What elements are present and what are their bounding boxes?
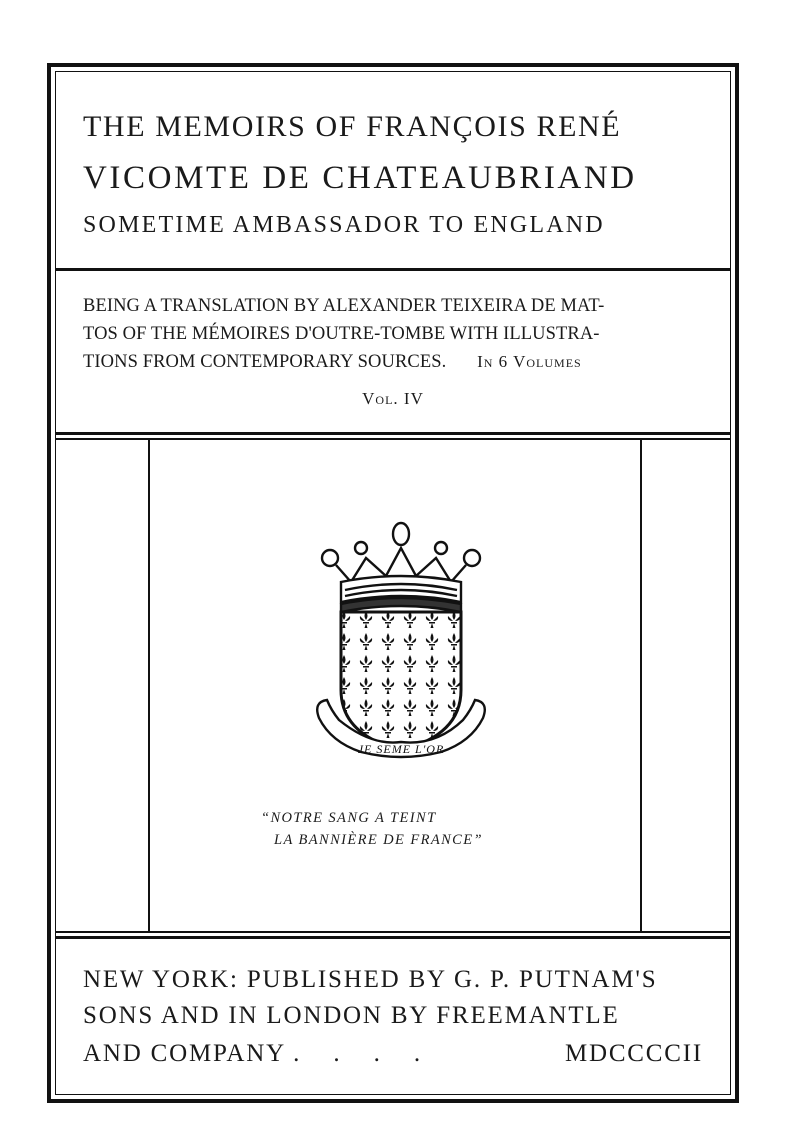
publisher-line-3-left: AND COMPANY . . . . [83, 1040, 422, 1067]
panel-left-rule [148, 440, 150, 932]
description-line-1: BEING A TRANSLATION BY ALEXANDER TEIXEIRA DE MAT- [83, 296, 605, 316]
description-text [83, 292, 723, 376]
divider-rule [56, 432, 730, 435]
ribbon-text: JE SEME L'OR [357, 742, 445, 756]
description-line-3 [83, 348, 723, 376]
volume-count: In 6 Volumes [477, 352, 582, 371]
title-line-2: VICOMTE DE CHATEAUBRIAND [83, 160, 637, 196]
description-line-3-main: TIONS FROM CONTEMPORARY SOURCES. [83, 352, 447, 372]
publisher-line-1: NEW YORK: PUBLISHED BY G. P. PUTNAM'S [83, 966, 658, 993]
description-block [56, 272, 730, 432]
title-block [56, 72, 730, 268]
divider-rule [56, 931, 730, 933]
divider-rule [56, 268, 730, 271]
coat-of-arms [311, 520, 491, 770]
publisher-line-2: SONS AND IN LONDON BY FREEMANTLE [83, 1002, 620, 1029]
motto-line-2: LA BANNIÈRE DE FRANCE” [274, 832, 483, 848]
shield-icon [341, 612, 461, 750]
divider-rule [56, 936, 730, 939]
divider-rule [56, 438, 730, 440]
publication-year: MDCCCCII [564, 1040, 703, 1067]
motto-line-1: “NOTRE SANG A TEINT [261, 810, 437, 826]
title-line-3: SOMETIME AMBASSADOR TO ENGLAND [83, 212, 605, 238]
description-line-2: TOS OF THE MÉMOIRES D'OUTRE-TOMBE WITH ILLUSTRA- [83, 324, 600, 344]
title-page-inner-border [55, 71, 731, 1095]
volume-number: Vol. IV [362, 389, 424, 408]
title-page-frame [47, 63, 739, 1103]
panel-right-rule [640, 440, 642, 932]
title-line-1: THE MEMOIRS OF FRANÇOIS RENÉ [83, 110, 622, 143]
crown-icon [322, 523, 480, 612]
